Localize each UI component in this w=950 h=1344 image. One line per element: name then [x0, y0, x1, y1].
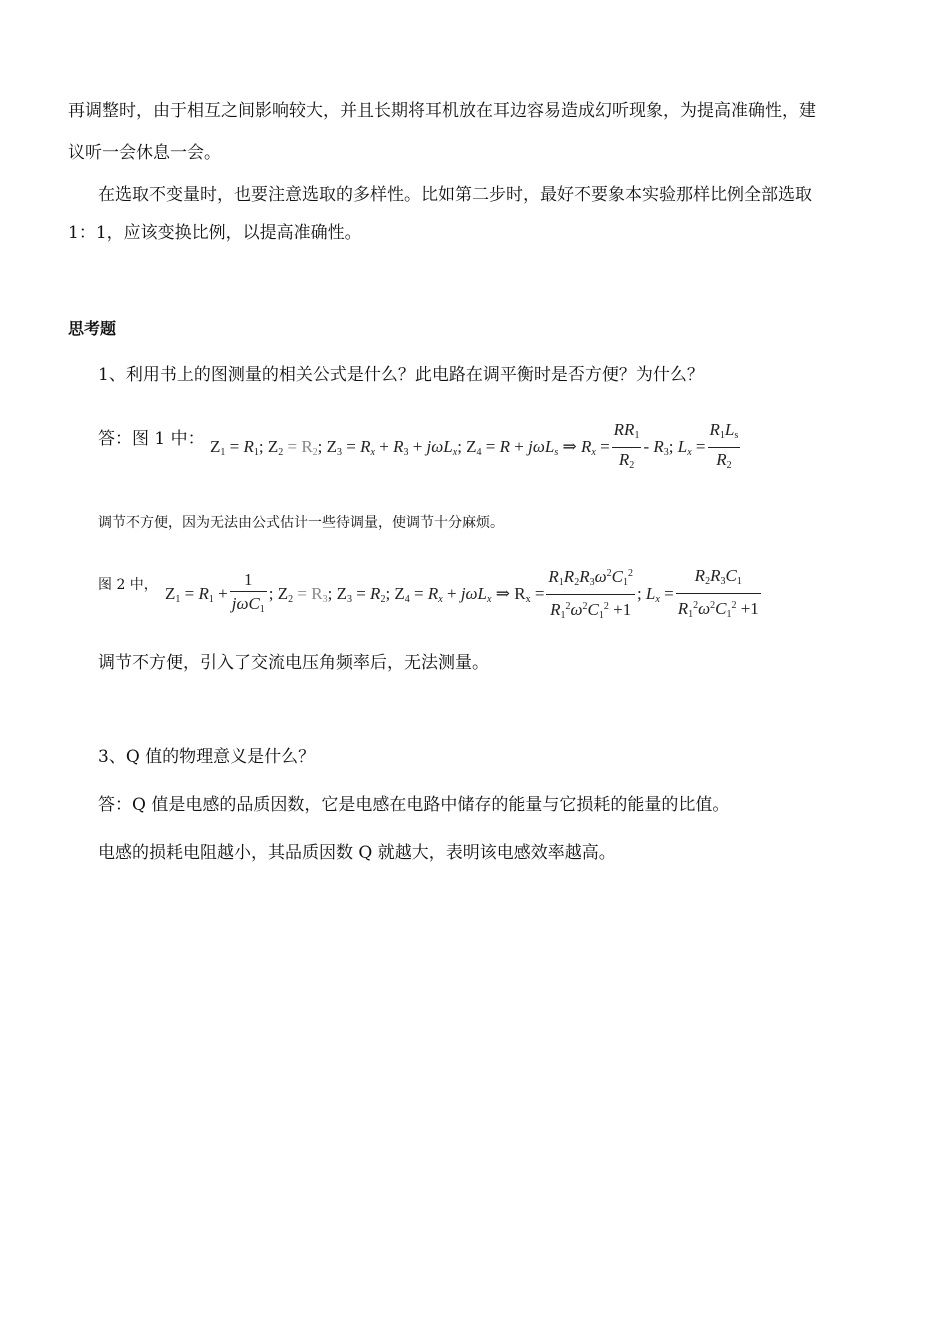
section-title: 思考题: [68, 319, 117, 338]
question-3: 3、Q 值的物理意义是什么？: [98, 747, 316, 767]
paragraph-2-line-1: 在选取不变量时，也要注意选取的多样性。比如第二步时，最好不要象本实验那样比例全部选取: [98, 185, 812, 205]
answer-3-line-2: 电感的损耗电阻越小，其品质因数 Q 就越大，表明该电感效率越高。: [98, 843, 616, 863]
answer-3-line-1: 答：Q 值是电感的品质因数，它是电感在电路中储存的能量与它损耗的能量的比值。: [98, 795, 730, 815]
answer-1-remark: 调节不方便，因为无法由公式估计一些待调量，使调节十分麻烦。: [98, 515, 504, 531]
figure-2-prefix: 图 2 中，: [98, 577, 158, 593]
formula-figure-1: $Z_1 = R_1$; $Z_2 = R_2$; $Z_3 = R_x + R_3 + j\omega L_x$; $Z_4 = R + j\omega L_s$ ⇒ $R_x$ = $\frac{RR_1}{R_2}$ - $R_3$; $L_x$ = $\frac{R_1L_s}{R_2}$: [210, 420, 739, 471]
formula-figure-2: $Z_1 = R_1$ + $\frac{1}{j\omega C_1}$ ; $Z_2 = R_3$; $Z_3 = R_2$; $Z_4 = R_x + j\omega L_x$ ⇒ $R_x$ = $\frac{R_1R_2R_3\omega^2C_1^2}{R_1^2\omega^2C_1^2 +1}$ ; $L_x$ = $\frac{R_2R_3C_1}{R_1^2\omega^2C_1^2 +1}$: [165, 565, 759, 621]
paragraph-1-line-1: 再调整时，由于相互之间影响较大，并且长期将耳机放在耳边容易造成幻听现象，为提高准确性，建: [68, 101, 816, 121]
paragraph-1-line-2: 议听一会休息一会。: [68, 143, 221, 163]
question-1: 1、利用书上的图测量的相关公式是什么？此电路在调平衡时是否方便？为什么？: [98, 365, 704, 385]
answer-2-remark: 调节不方便，引入了交流电压角频率后，无法测量。: [98, 653, 489, 673]
paragraph-2-line-2: 1：1，应该变换比例，以提高准确性。: [68, 223, 362, 243]
answer-1-prefix: 答：图 1 中：: [98, 429, 205, 449]
